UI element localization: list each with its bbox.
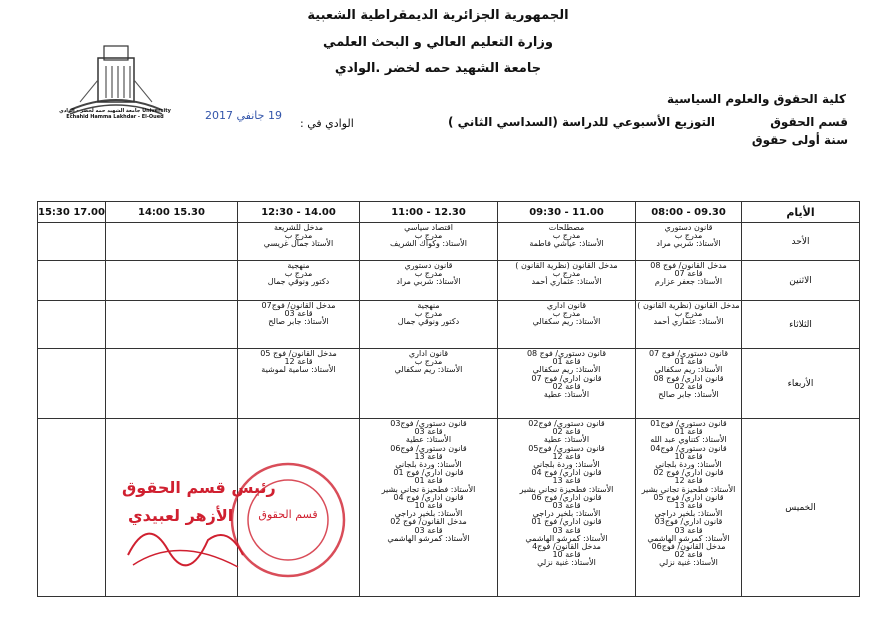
schedule-cell: قانون اداري مدرج ب الأستاذ: ريم سكفالي <box>394 349 463 375</box>
table-header-row <box>38 202 860 223</box>
schedule-cell: منهجية مدرج ب دكتور ونوقي جمال <box>267 261 330 287</box>
signature-name: الأزهر لعبيدي <box>128 506 234 525</box>
day-label: الأحد <box>742 223 860 261</box>
university-title: جامعة الشهيد حمه لخضر .الوادي <box>334 61 542 76</box>
slot-header: 12:30 - 14.00 <box>238 202 360 223</box>
schedule-cell <box>106 301 237 302</box>
schedule-cell <box>38 301 105 302</box>
table-row <box>38 223 860 261</box>
schedule-cell: قانون دستوري/ فوج 08 قاعة 01 الأستاذ: ريم سكفالي قانون اداري/ فوج 07 قاعة 02 الأستاذ: عطية <box>526 349 607 400</box>
table-row <box>38 301 860 349</box>
schedule-cell <box>38 261 105 262</box>
table-row <box>38 349 860 419</box>
schedule-cell: مدخل القانون (نظرية القانون ) مدرج ب الأستاذ: عثماري أحمد <box>515 261 618 287</box>
schedule-cell: مدخل القانون/ فوج 05 قاعة 12 الأستاذ: سامية لموشية <box>260 349 337 375</box>
ministry-title: وزارة التعليم العالي و البحث العلمي <box>323 35 553 50</box>
schedule-cell: قانون اداري مدرج ب الأستاذ: ريم سكفالي <box>532 301 601 327</box>
schedule-cell: قانون دستوري مدرج ب الأستاذ: شربي مراد <box>656 223 721 249</box>
handwritten-date: 19 جانفي 2017 <box>205 109 282 122</box>
schedule-cell: مدخل للشريعة مدرج ب الأستاذ جمال غريسي <box>263 223 334 249</box>
day-label: الاثنين <box>742 261 860 301</box>
signature-scribble <box>118 495 248 575</box>
stamp-text: قسم الحقوق <box>258 508 318 521</box>
schedule-cell: قانون دستوري/ فوج03 قاعة 03 الأستاذ: عطية قانون دستوري/ فوج06 قاعة 13 الأستاذ: وردة بلجاني قانون اداري/ فوج 01 قاعة 01 الأستاذ: فطحيزة تجاني بشير قانون اداري/ فوج 04 قاعة 10 الأستاذ: بلخير دراجي مدخل القانون/ فوج 02 قاعة 03 الأستاذ: كمرشو الهاشمي <box>381 419 476 543</box>
schedule-cell: اقتصاد سياسي مدرج ب الأستاذ: وكواك الشريف <box>389 223 468 249</box>
faculty-name: كلية الحقوق والعلوم السياسية <box>666 92 846 106</box>
schedule-cell: مصطلحات مدرج ب الأستاذ: عياشي فاطمة <box>529 223 604 249</box>
slot-header: 14:00 15.30 <box>106 202 238 223</box>
schedule-cell <box>106 223 237 224</box>
schedule-title: التوزيع الأسبوعي للدراسة (السداسي الثاني ) <box>448 115 716 129</box>
day-label: الخميس <box>742 419 860 597</box>
slot-header: 15:30 17.00 <box>38 202 106 223</box>
schedule-cell: مدخل القانون/ فوج 08 قاعة 07 الأستاذ: جعفر عزارم <box>650 261 727 287</box>
schedule-cell <box>106 419 237 420</box>
table-row <box>38 261 860 301</box>
slot-header: 08:00 - 09.30 <box>636 202 742 223</box>
place-date-label: الوادي في : <box>300 117 354 130</box>
schedule-cell: منهجية مدرج ب دكتور ونوقي جمال <box>397 301 460 327</box>
logo-caption: جامعة الشهيد حمه لخضر - الوادي University Echahid Hamma Lakhdar - El-Oued <box>59 108 171 120</box>
republic-title: الجمهورية الجزائرية الديمقراطية الشعبية <box>307 8 569 23</box>
schedule-cell <box>106 349 237 350</box>
department-name: قسم الحقوق <box>770 115 848 129</box>
slot-header: 11:00 - 12.30 <box>360 202 498 223</box>
schedule-cell: قانون دستوري/ فوج 07 قاعة 01 الأستاذ: ريم سكفالي قانون اداري/ فوج 08 قاعة 02 الأستاذ: جابر صالح <box>648 349 729 400</box>
signature-title: رئيس قسم الحقوق <box>122 478 276 497</box>
schedule-cell <box>38 419 105 420</box>
study-year: سنة أولى حقوق <box>751 133 848 147</box>
schedule-cell <box>238 419 359 420</box>
schedule-cell: قانون دستوري مدرج ب الأستاذ: شربي مراد <box>396 261 461 287</box>
days-header: الأيام <box>742 202 860 223</box>
day-label: الثلاثاء <box>742 301 860 349</box>
schedule-cell: مدخل القانون/ فوج07 قاعة 03 الأستاذ: جابر صالح <box>261 301 336 327</box>
schedule-cell: مدخل القانون (نظرية القانون ) مدرج ب الأستاذ: عثماري أحمد <box>637 301 740 327</box>
slot-header: 09:30 - 11.00 <box>498 202 636 223</box>
schedule-cell <box>38 349 105 350</box>
schedule-cell <box>38 223 105 224</box>
schedule-cell: قانون دستوري/ فوج02 قاعة 02 الأستاذ: عطية قانون دستوري/ فوج05 قاعة 12 الأستاذ: وردة بلجاني قانون اداري/ فوج 04 قاعة 13 الأستاذ: فطحيزة تجاني بشير قانون اداري/ فوج 06 قاعة 03 الأستاذ: بلخير دراجي قانون اداري/ فوج 01 قاعة 03 الأستاذ: كمرشو الهاشمي مدخل القانون/ فوج4 قاعة 10 الأستاذ: غنية نزلي <box>519 419 614 568</box>
schedule-cell <box>106 261 237 262</box>
schedule-cell: قانون دستوري/ فوج01 قاعة 01 الأستاذ: كتناوي عبد الله قانون دستوري/ فوج04 قاعة 10 الأستاذ: وردة بلجاني قانون اداري/ فوج 02 قاعة 12 الأستاذ: فطحيزة تجاني بشير قانون اداري/ فوج 05 قاعة 13 الأستاذ: بلخير دراجي قانون اداري/ فوج03 قاعة 03 الأستاذ: كمرشو الهاشمي مدخل القانون/ فوج06 قاعة 02 الأستاذ: غنية نزلي <box>641 419 736 568</box>
day-label: الأربعاء <box>742 349 860 419</box>
